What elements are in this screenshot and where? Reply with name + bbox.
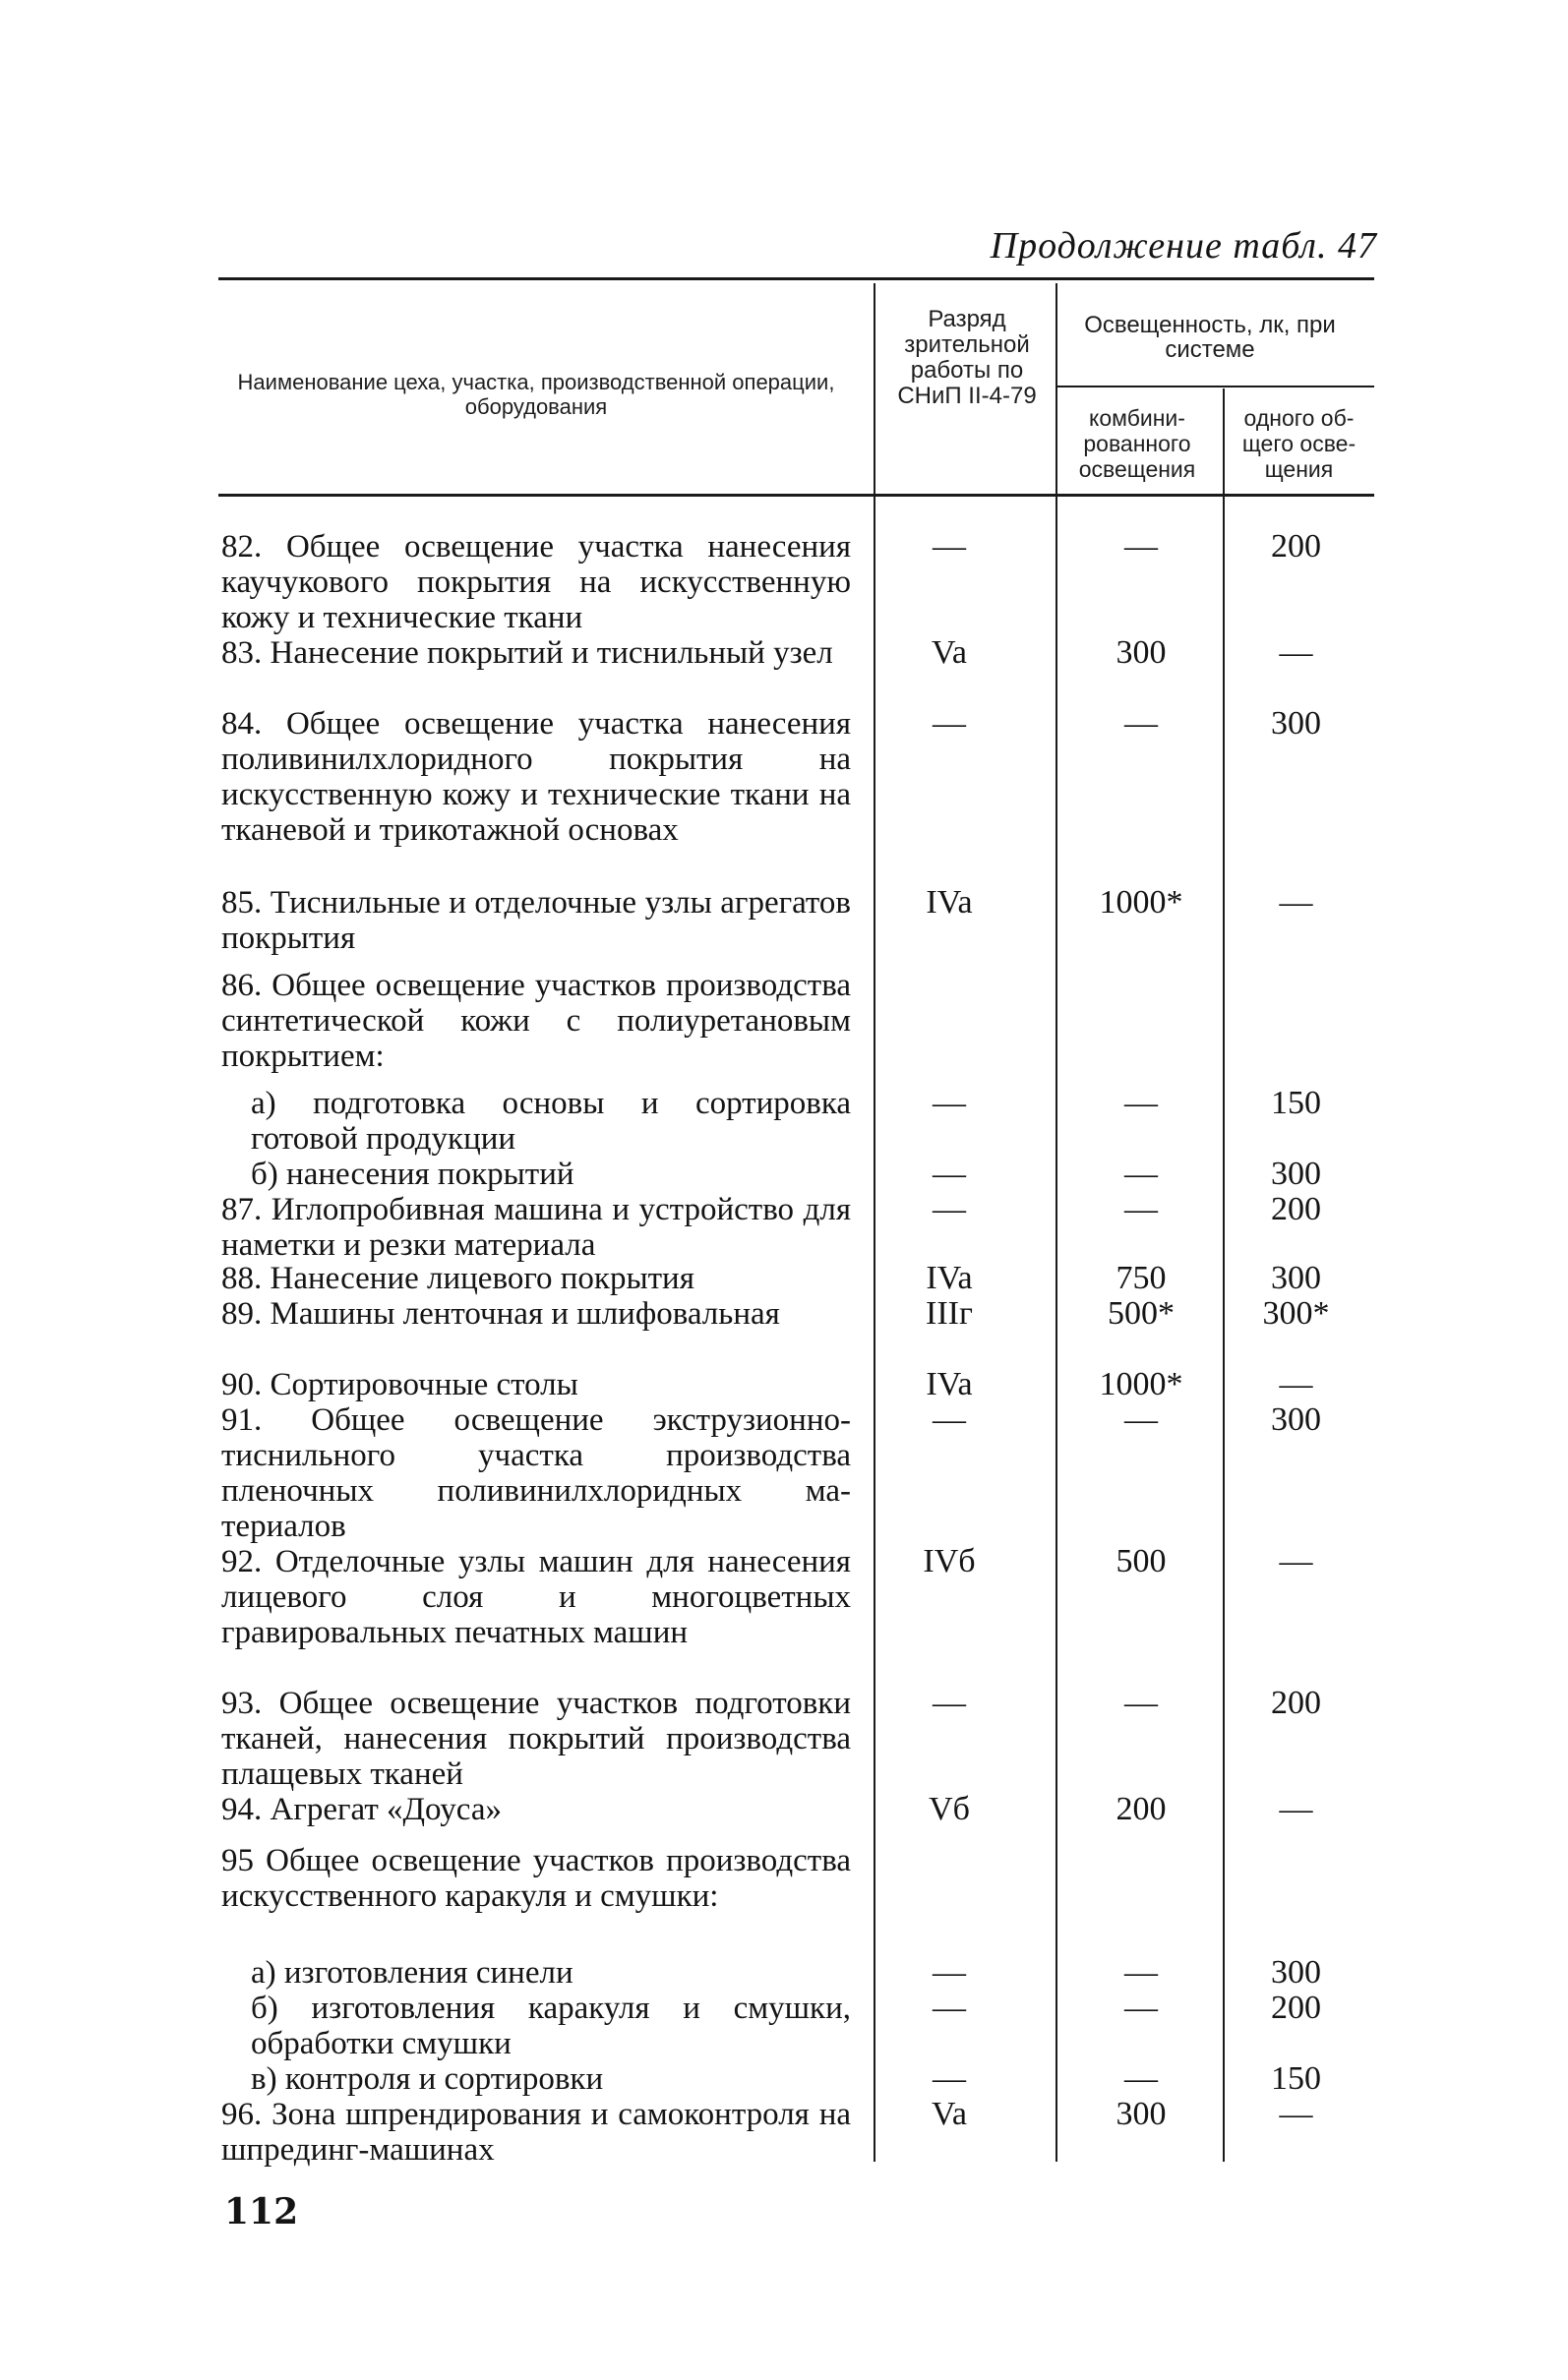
row-rank: — xyxy=(933,705,966,742)
row-general: 150 xyxy=(1271,1085,1321,1121)
row-combined: 500 xyxy=(1116,1543,1167,1579)
row-rank: — xyxy=(933,1156,966,1192)
row-rank: Va xyxy=(932,634,967,671)
row-general: — xyxy=(1279,2096,1313,2132)
row-general: 300 xyxy=(1271,1401,1321,1438)
header-illuminance-column: Освещенность, лк, при системе xyxy=(1084,312,1336,363)
row-rank: — xyxy=(933,528,966,565)
row-name: а) изготовления синели xyxy=(251,1955,573,1991)
row-combined: — xyxy=(1124,1990,1158,2026)
row-general: 150 xyxy=(1271,2060,1321,2097)
row-name: 85. Тиснильные и отделочные узлы агрегатов покрытия xyxy=(221,885,851,956)
row-rank: — xyxy=(933,1685,966,1721)
row-rank: Vб xyxy=(929,1791,970,1827)
header-rank-column: Разряд зрительной работы по СНиП II-4-79 xyxy=(897,306,1037,409)
row-rank: IVa xyxy=(926,1366,973,1402)
row-name: 88. Нанесение лицевого покрытия xyxy=(221,1261,694,1296)
row-rank: IIIг xyxy=(926,1295,973,1332)
row-rank: — xyxy=(933,1401,966,1438)
row-combined: — xyxy=(1124,1191,1158,1227)
row-name: 86. Общее освещение участков производства синтетической кожи с полиуретановым покрытием: xyxy=(221,968,851,1074)
page-number: 112 xyxy=(224,2191,299,2232)
row-name: 83. Нанесение покрытий и тиснильный узел xyxy=(221,635,833,671)
row-rank: — xyxy=(933,1954,966,1991)
row-rank: IVa xyxy=(926,884,973,921)
row-name: 84. Общее освещение участка нанесения поливинилхлоридного покрытия на искусственную кожу и технические ткани на тканевой и трикотажной основах xyxy=(221,706,851,848)
row-rank: IVa xyxy=(926,1260,973,1296)
row-combined: 300 xyxy=(1116,2096,1167,2132)
table-header-bottom-rule xyxy=(218,494,1374,497)
table-continuation-caption: Продолжение табл. 47 xyxy=(990,225,1377,267)
header-name-column: Наименование цеха, участка, производственной операции, оборудования xyxy=(237,370,835,419)
row-general: — xyxy=(1279,884,1313,921)
row-general: 200 xyxy=(1271,1685,1321,1721)
row-general: 300 xyxy=(1271,1954,1321,1991)
row-rank: Va xyxy=(932,2096,967,2132)
row-general: 300 xyxy=(1271,1260,1321,1296)
row-name: 90. Сортировочные столы xyxy=(221,1367,578,1402)
column-divider-2 xyxy=(1055,283,1057,2162)
row-combined: 1000* xyxy=(1099,884,1183,921)
row-combined: 1000* xyxy=(1099,1366,1183,1402)
row-rank: — xyxy=(933,1191,966,1227)
row-name: 82. Общее освещение участка нанесения каучукового покрытия на искусственную кожу и технические ткани xyxy=(221,529,851,635)
row-combined: — xyxy=(1124,528,1158,565)
row-rank: — xyxy=(933,2060,966,2097)
lux-subheader-rule xyxy=(1057,386,1374,387)
row-general: 300 xyxy=(1271,1156,1321,1192)
row-general: — xyxy=(1279,1366,1313,1402)
row-general: — xyxy=(1279,634,1313,671)
row-combined: — xyxy=(1124,1156,1158,1192)
row-combined: — xyxy=(1124,705,1158,742)
header-combined-lighting: комбинированного освещения xyxy=(1078,405,1196,482)
row-name: 89. Машины ленточная и шлифовальная xyxy=(221,1296,780,1332)
row-general: — xyxy=(1279,1791,1313,1827)
row-combined: — xyxy=(1124,1954,1158,1991)
row-name: 92. Отделочные узлы машин для нанесения лицевого слоя и многоцветных гравировальных печатных машин xyxy=(221,1544,851,1650)
row-combined: 500* xyxy=(1108,1295,1175,1332)
row-combined: 300 xyxy=(1116,634,1167,671)
row-combined: — xyxy=(1124,2060,1158,2097)
table-top-rule xyxy=(218,277,1374,280)
row-general: — xyxy=(1279,1543,1313,1579)
row-name: 87. Иглопробивная машина и устройство для наметки и резки материала xyxy=(221,1192,851,1263)
row-combined: 750 xyxy=(1116,1260,1167,1296)
row-name: б) нанесения покрытий xyxy=(251,1157,574,1192)
row-rank: — xyxy=(933,1085,966,1121)
row-name: б) изготовления каракуля и смушки, обработки смушки xyxy=(251,1991,851,2061)
row-combined: 200 xyxy=(1116,1791,1167,1827)
row-general: 300* xyxy=(1262,1295,1330,1332)
row-combined: — xyxy=(1124,1685,1158,1721)
row-name: 94. Агрегат «Доуса» xyxy=(221,1792,502,1827)
row-combined: — xyxy=(1124,1085,1158,1121)
row-rank: — xyxy=(933,1990,966,2026)
row-rank: IVб xyxy=(923,1543,976,1579)
row-general: 200 xyxy=(1271,1191,1321,1227)
row-name: в) контроля и сортировки xyxy=(251,2061,604,2097)
row-combined: — xyxy=(1124,1401,1158,1438)
row-name: 93. Общее освещение участков подготовки тканей, нанесения покрытий производства плащевых тканей xyxy=(221,1686,851,1792)
row-name: а) подготовка основы и сортировка готовой продукции xyxy=(251,1086,851,1157)
row-name: 91. Общее освещение экструзионно-тиснильного участка производства пленочных поливинилхлоридных материалов xyxy=(221,1402,851,1544)
header-general-lighting: одного общего освещения xyxy=(1241,405,1357,482)
row-name: 95 Общее освещение участков производства искусственного каракуля и смушки: xyxy=(221,1843,851,1914)
row-general: 200 xyxy=(1271,528,1321,565)
row-name: 96. Зона шпрендирования и самоконтроля на шпрединг-машинах xyxy=(221,2097,851,2168)
row-general: 200 xyxy=(1271,1990,1321,2026)
row-general: 300 xyxy=(1271,705,1321,742)
